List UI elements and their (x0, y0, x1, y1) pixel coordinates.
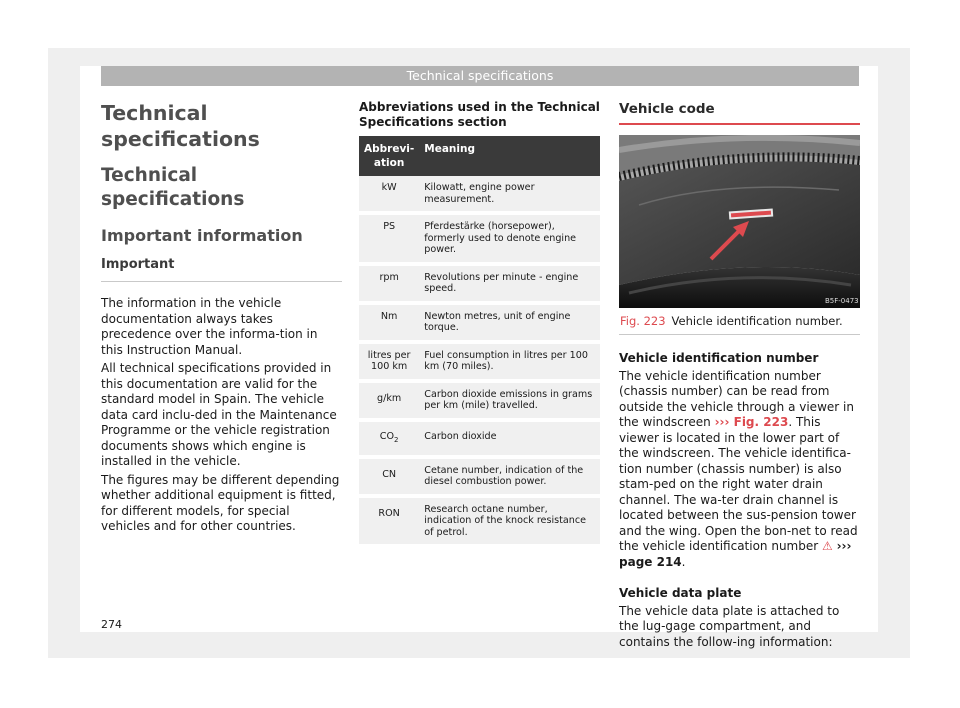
abbreviation-cell: rpm (359, 264, 419, 303)
topic-title: Important (101, 256, 342, 282)
abbreviation-main: CO (379, 430, 395, 442)
subheading-data-plate: Vehicle data plate (619, 586, 742, 600)
table-row (359, 303, 600, 342)
meaning-cell: Cetane number, indication of the diesel combustion power. (419, 457, 600, 496)
paragraph: The figures may be different depending whether additional equipment is fitted, for different models, for special vehicles and for other countries. (101, 472, 340, 533)
left-column (101, 100, 342, 535)
meaning-cell: Revolutions per minute - engine speed. (419, 264, 600, 303)
table-row (359, 457, 600, 496)
column-header-abbreviation: Abbrevi-ation (359, 136, 419, 176)
section-title: Technical specifications (101, 165, 245, 210)
page-number: 274 (101, 618, 122, 631)
table-row (359, 213, 600, 264)
figure-reference-link[interactable]: ››› Fig. 223 (714, 415, 789, 429)
windscreen-illustration (619, 135, 860, 308)
table-row (359, 496, 600, 547)
meaning-cell: Carbon dioxide emissions in grams per km (mile) travelled. (419, 381, 600, 420)
table-row (359, 342, 600, 381)
table-row (359, 420, 600, 457)
section-heading: Vehicle code (619, 100, 860, 125)
table-title: Abbreviations used in the Technical Specifications section (359, 100, 600, 129)
figure-caption (619, 308, 860, 335)
running-header: Technical specifications (101, 66, 859, 86)
meaning-cell: Fuel consumption in litres per 100 km (70 miles). (419, 342, 600, 381)
chapter-title: Technical specifications (101, 101, 260, 151)
paragraph: All technical specifications provided in this documentation are valid for the standard model in Spain. The vehicle data card inclu-ded in the Maintenance Programme or the vehicle registration documents shows which engine is installed in the vehicle. (101, 361, 337, 468)
meaning-cell: Carbon dioxide (419, 420, 600, 457)
paragraph-text: The vehicle identification number (chassis number) can be read from outside the vehicle through a viewer in the windscreen (619, 368, 854, 429)
middle-column (359, 100, 600, 548)
table-row (359, 264, 600, 303)
paragraph-vin (619, 369, 860, 571)
abbreviations-table (359, 136, 600, 548)
meaning-cell: Newton metres, unit of engine torque. (419, 303, 600, 342)
subsection-title: Important information (101, 226, 303, 245)
meaning-cell: Research octane number, indication of the knock resistance of petrol. (419, 496, 600, 547)
right-column (619, 100, 860, 650)
paragraph-text: . (681, 554, 686, 569)
warning-triangle-icon: ⚠ (822, 539, 833, 553)
meaning-cell: Kilowatt, engine power measurement. (419, 176, 600, 213)
figure-number: Fig. 223 (620, 314, 666, 328)
meaning-cell: Pferdestärke (horsepower), formerly used to denote engine power. (419, 213, 600, 264)
abbreviation-cell: kW (359, 176, 419, 213)
table-row (359, 176, 600, 213)
paragraph-text: . This viewer is located in the lower part of the windscreen. The vehicle identifica-tion number (chassis number) is also stam-ped on the right water drain channel. The wa-ter drain channel is located between the sus-pension tower and the wing. Open the bon-net to read the vehicle identification number (619, 415, 858, 553)
abbreviation-cell: Nm (359, 303, 419, 342)
abbreviation-cell: PS (359, 213, 419, 264)
paragraph: The information in the vehicle documentation always takes precedence over the informa-tion in this Instruction Manual. (101, 296, 318, 357)
page-reference-link[interactable]: ››› page 214 (619, 539, 852, 569)
column-header-meaning: Meaning (419, 136, 600, 176)
abbreviation-cell: g/km (359, 381, 419, 420)
abbreviation-subscript: 2 (394, 435, 399, 444)
table-header-row (359, 136, 600, 176)
abbreviation-cell: RON (359, 496, 419, 547)
windscreen-figure (619, 135, 860, 308)
figure-code: B5F-0473 (825, 297, 859, 305)
abbreviation-cell: litres per 100 km (359, 342, 419, 381)
paragraph-data-plate: The vehicle data plate is attached to the lug-gage compartment, and contains the follow-ing information: (619, 603, 840, 649)
abbreviation-cell: CN (359, 457, 419, 496)
subheading-vin: Vehicle identification number (619, 351, 819, 365)
figure-caption-text: Vehicle identification number. (671, 314, 843, 328)
abbreviation-cell (359, 420, 419, 457)
table-row (359, 381, 600, 420)
